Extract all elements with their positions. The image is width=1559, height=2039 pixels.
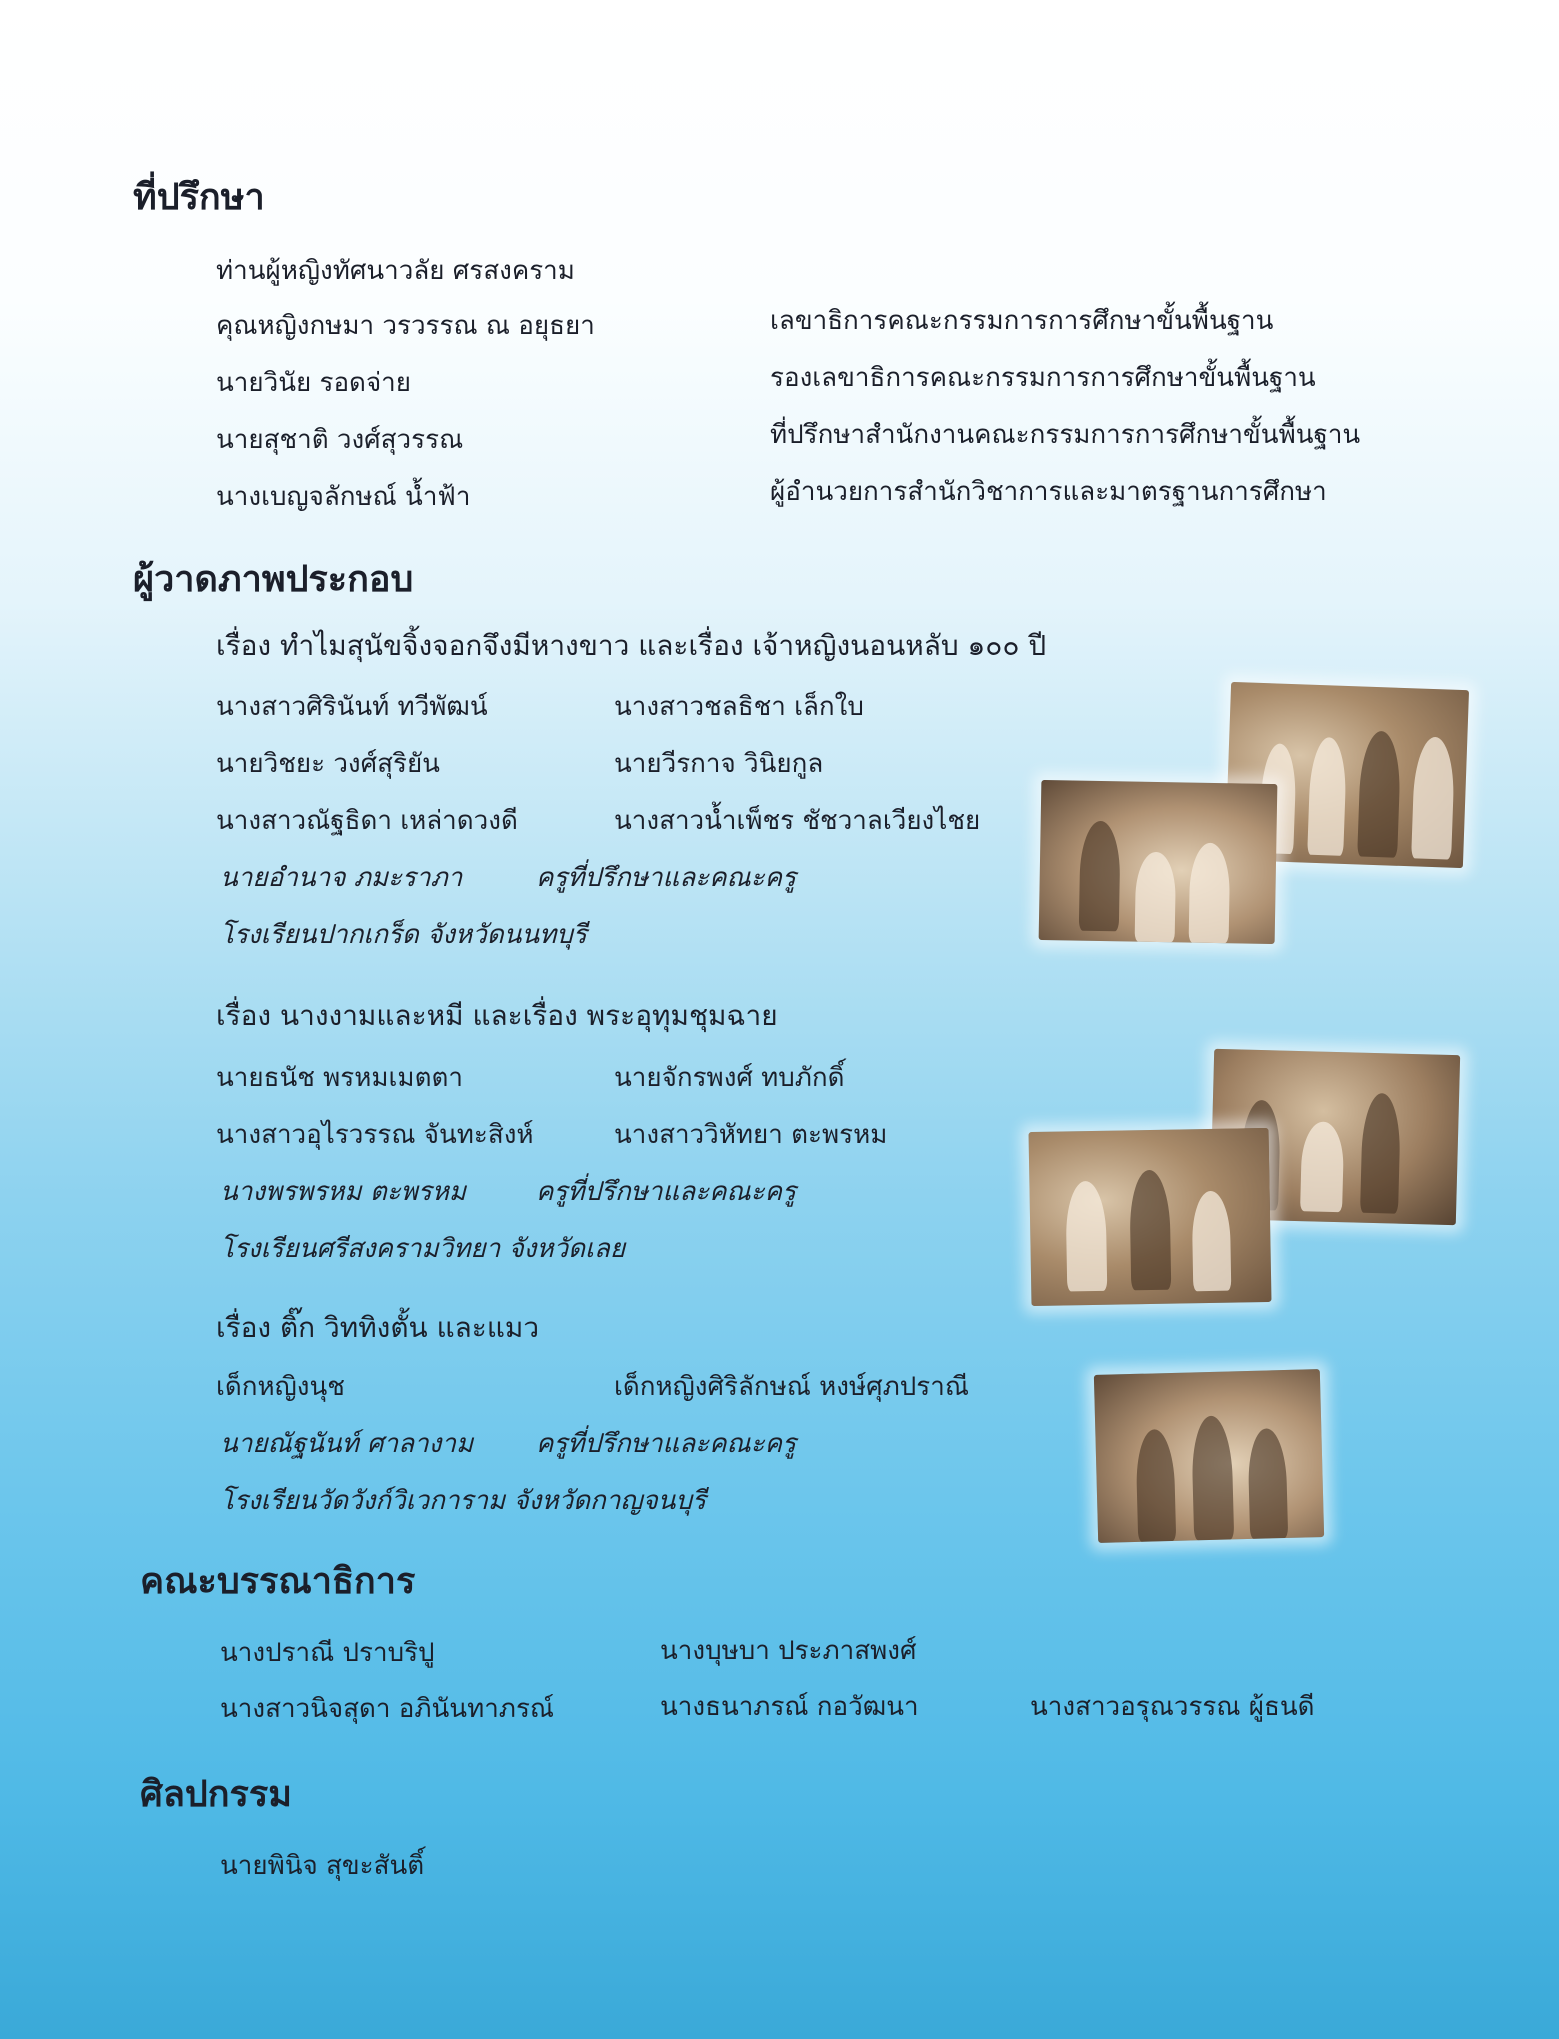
artist-name: นายพินิจ สุขะสันติ์ (220, 1851, 425, 1881)
illustrator-name: นายวิชยะ วงศ์สุริยัน (216, 749, 440, 779)
editor-name: นางสาวอรุณวรรณ ผู้ธนดี (1030, 1692, 1315, 1722)
teacher-role: ครูที่ปรึกษาและคณะครู (536, 1429, 796, 1459)
school-name: โรงเรียนปากเกร็ด จังหวัดนนทบุรี (220, 920, 587, 950)
advisor-name: นางเบญจลักษณ์ น้ำฟ้า (216, 482, 471, 512)
advisor-role: ผู้อำนวยการสำนักวิชาการและมาตรฐานการศึกษา (770, 477, 1327, 507)
illustrator-name: นางสาวน้ำเพ็ชร ชัชวาลเวียงไชย (614, 806, 981, 836)
teacher-name: นายณัฐนันท์ ศาลางาม (220, 1429, 474, 1459)
teacher-role: ครูที่ปรึกษาและคณะครู (536, 1177, 796, 1207)
group-photo-2b (1028, 1128, 1271, 1306)
advisor-role: รองเลขาธิการคณะกรรมการการศึกษาขั้นพื้นฐาน (770, 363, 1316, 393)
illustrator-name: นางสาวศิรินันท์ ทวีพัฒน์ (216, 692, 488, 722)
story-title: เรื่อง ติ๊ก วิททิงตั้น และแมว (216, 1311, 540, 1344)
story-title: เรื่อง ทำไมสุนัขจิ้งจอกจึงมีหางขาว และเรื่อง เจ้าหญิงนอนหลับ ๑๐๐ ปี (216, 629, 1047, 662)
illustrators-heading: ผู้วาดภาพประกอบ (133, 558, 414, 600)
illustrator-name: นางสาวอุไรวรรณ จันทะสิงห์ (216, 1120, 534, 1150)
illustrator-name: นางสาววิหัทยา ตะพรหม (614, 1120, 888, 1150)
group-photo-1b (1039, 780, 1278, 944)
editor-name: นางธนาภรณ์ กอวัฒนา (660, 1692, 919, 1722)
advisor-role: ที่ปรึกษาสำนักงานคณะกรรมการการศึกษาขั้นพื้นฐาน (770, 420, 1361, 450)
illustrator-name: เด็กหญิงศิริลักษณ์ หงษ์ศุภปราณี (614, 1372, 969, 1402)
advisor-role: เลขาธิการคณะกรรมการการศึกษาขั้นพื้นฐาน (770, 306, 1274, 336)
illustrator-name: นายจักรพงศ์ ทบภักดิ์ (614, 1063, 845, 1093)
advisor-name: นายวินัย รอดจ่าย (216, 368, 412, 398)
art-heading: ศิลปกรรม (140, 1773, 292, 1815)
illustrator-name: เด็กหญิงนุช (216, 1372, 345, 1402)
illustrator-name: นางสาวชลธิชา เล็กใบ (614, 692, 864, 722)
editor-name: นางสาวนิจสุดา อภินันทาภรณ์ (220, 1694, 555, 1724)
teacher-role: ครูที่ปรึกษาและคณะครู (536, 863, 796, 893)
illustrator-name: นายธนัช พรหมเมตตา (216, 1063, 463, 1093)
editor-name: นางปราณี ปราบริปู (220, 1638, 435, 1668)
advisors-heading: ที่ปรึกษา (133, 176, 265, 218)
advisor-name: นายสุชาติ วงศ์สุวรรณ (216, 425, 464, 455)
advisor-name: ท่านผู้หญิงทัศนาวลัย ศรสงคราม (216, 256, 575, 286)
editor-name: นางบุษบา ประภาสพงศ์ (660, 1636, 917, 1666)
school-name: โรงเรียนวัดวังก์วิเวการาม จังหวัดกาญจนบุรี (220, 1486, 706, 1516)
illustrator-name: นายวีรกาจ วินิยกูล (614, 749, 824, 779)
school-name: โรงเรียนศรีสงครามวิทยา จังหวัดเลย (220, 1234, 626, 1264)
illustrator-name: นางสาวณัฐธิดา เหล่าดวงดี (216, 806, 518, 836)
story-title: เรื่อง นางงามและหมี และเรื่อง พระอุทุมชุมฉาย (216, 999, 778, 1032)
teacher-name: นางพรพรหม ตะพรหม (220, 1177, 467, 1207)
advisor-name: คุณหญิงกษมา วรวรรณ ณ อยุธยา (216, 311, 595, 341)
editors-heading: คณะบรรณาธิการ (140, 1560, 416, 1602)
group-photo-3 (1094, 1369, 1324, 1543)
teacher-name: นายอำนาจ ภมะราภา (220, 863, 463, 893)
